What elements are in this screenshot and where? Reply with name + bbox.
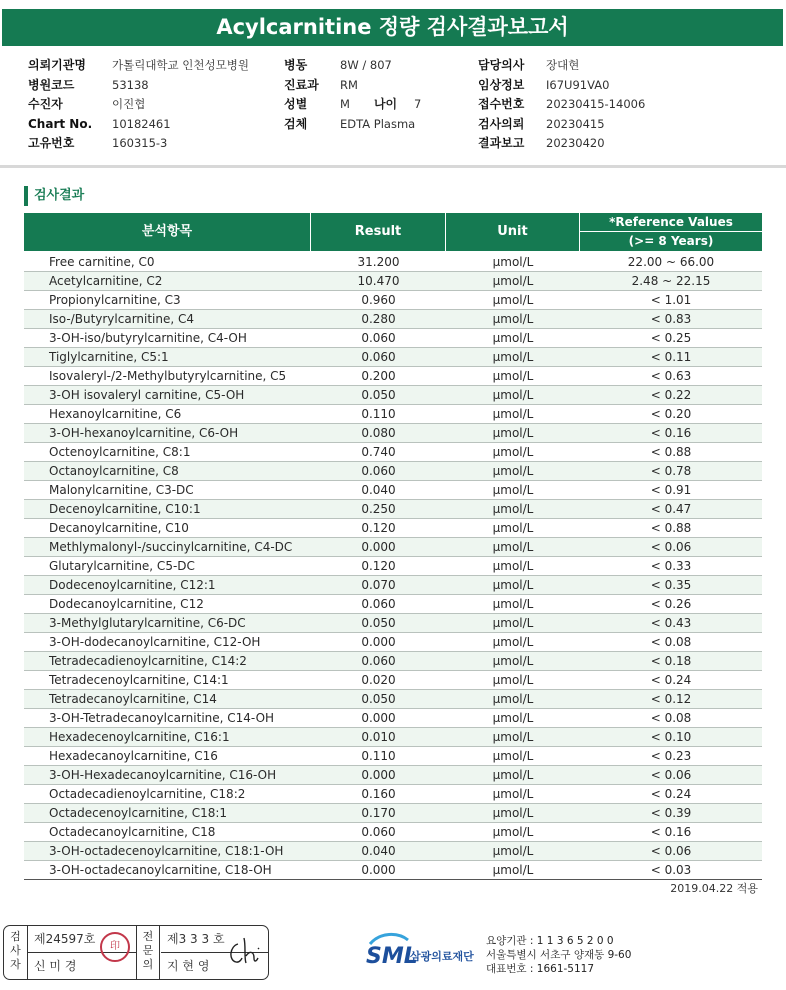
info-row	[284, 76, 421, 96]
unit-value: μmol/L	[492, 426, 534, 440]
reference-value: < 0.88	[650, 521, 692, 535]
age-value: 7	[413, 97, 422, 111]
reference-value: < 0.12	[650, 692, 692, 706]
unit-value: μmol/L	[492, 407, 534, 421]
signature-box	[3, 925, 269, 980]
info-value: 이진협	[112, 97, 146, 111]
result-value: 0.120	[361, 559, 396, 573]
table-row	[24, 576, 762, 595]
patient-info-col2	[284, 56, 421, 134]
table-row	[24, 329, 762, 348]
result-value: 0.060	[361, 350, 396, 364]
analyte-name: Free carnitine, C0	[49, 255, 155, 269]
table-row	[24, 310, 762, 329]
result-value: 0.050	[361, 388, 396, 402]
result-value: 0.060	[361, 331, 396, 345]
result-value: 0.050	[361, 616, 396, 630]
patient-info-col1	[28, 56, 249, 154]
analyte-name: Tiglylcarnitine, C5:1	[49, 350, 169, 364]
reference-value: < 0.20	[650, 407, 692, 421]
header-ref-title: *Reference Values	[580, 213, 762, 232]
analyte-name: Octadecenoylcarnitine, C18:1	[49, 806, 228, 820]
analyte-name: Methlymalonyl-/succinylcarnitine, C4-DC	[49, 540, 293, 554]
info-label: 결과보고	[478, 136, 525, 150]
reference-value: < 0.43	[650, 616, 692, 630]
age-label: 나이	[373, 97, 398, 111]
info-row	[28, 134, 249, 154]
table-row	[24, 367, 762, 386]
header-unit: Unit	[446, 213, 580, 251]
unit-value: μmol/L	[492, 274, 534, 288]
table-row	[24, 253, 762, 272]
result-value: 0.080	[361, 426, 396, 440]
reference-value: < 0.35	[650, 578, 692, 592]
reference-value: < 1.01	[650, 293, 692, 307]
info-row	[28, 95, 249, 115]
info-row	[28, 76, 249, 96]
info-label: 접수번호	[478, 97, 525, 111]
analyte-name: 3-OH-Tetradecanoylcarnitine, C14-OH	[49, 711, 275, 725]
analyte-name: Tetradecadienoylcarnitine, C14:2	[49, 654, 247, 668]
unit-value: μmol/L	[492, 749, 534, 763]
applied-date-note: 2019.04.22 적용	[670, 882, 758, 895]
examiner-license: 제24597호	[34, 932, 96, 946]
info-label: 병동	[284, 58, 308, 72]
reference-value: < 0.91	[650, 483, 692, 497]
unit-value: μmol/L	[492, 293, 534, 307]
result-value: 0.160	[361, 787, 396, 801]
analyte-name: Decanoylcarnitine, C10	[49, 521, 189, 535]
info-value: 가톨릭대학교 인천성모병원	[112, 58, 249, 72]
unit-value: μmol/L	[492, 502, 534, 516]
reference-value: < 0.26	[650, 597, 692, 611]
table-row	[24, 424, 762, 443]
info-label: 수진자	[28, 97, 63, 111]
reference-value: < 0.24	[650, 787, 692, 801]
unit-value: μmol/L	[492, 521, 534, 535]
info-label: 성별	[284, 97, 308, 111]
patient-info-col3	[478, 56, 645, 154]
org-line: 서울특별시 서초구 양재동 9-60	[486, 949, 632, 961]
org-line: 요양기관 : 1 1 3 6 5 2 0 0	[486, 935, 614, 947]
reference-value: < 0.03	[650, 863, 692, 877]
unit-value: μmol/L	[492, 768, 534, 782]
result-value: 0.000	[361, 863, 396, 877]
analyte-name: Tetradecenoylcarnitine, C14:1	[49, 673, 229, 687]
analyte-name: Iso-/Butyrylcarnitine, C4	[49, 312, 195, 326]
info-label: 의뢰기관명	[28, 58, 86, 72]
report-title: Acylcarnitine 정량 검사결과보고서	[2, 9, 783, 46]
logo-text: SML	[366, 944, 418, 969]
reference-value: < 0.39	[650, 806, 692, 820]
result-value: 0.050	[361, 692, 396, 706]
unit-value: μmol/L	[492, 692, 534, 706]
analyte-name: Malonylcarnitine, C3-DC	[49, 483, 194, 497]
info-value: M	[340, 97, 350, 111]
org-info	[486, 934, 631, 976]
header-reference	[580, 213, 762, 251]
result-value: 0.020	[361, 673, 396, 687]
info-value: 20230415-14006	[546, 97, 646, 111]
reference-value: 22.00 ~ 66.00	[627, 255, 715, 269]
reference-value: < 0.78	[650, 464, 692, 478]
info-value: 10182461	[112, 116, 171, 131]
result-value: 0.010	[361, 730, 396, 744]
org-line: 대표번호 : 1661-5117	[486, 963, 595, 975]
unit-value: μmol/L	[492, 312, 534, 326]
reference-value: < 0.06	[650, 844, 692, 858]
unit-value: μmol/L	[492, 445, 534, 459]
result-value: 0.000	[361, 635, 396, 649]
info-row	[284, 95, 421, 115]
examiner-seal: 印	[100, 932, 130, 962]
info-label: 담당의사	[478, 58, 525, 72]
reference-value: < 0.08	[650, 635, 692, 649]
result-value: 0.120	[361, 521, 396, 535]
info-value: RM	[340, 77, 358, 92]
verifier-label: 전 문 의	[136, 926, 160, 979]
unit-value: μmol/L	[492, 464, 534, 478]
result-value: 0.110	[361, 407, 396, 421]
table-header	[24, 213, 762, 251]
table-row	[24, 462, 762, 481]
info-value: EDTA Plasma	[340, 116, 416, 131]
info-value: I67U91VA0	[546, 77, 610, 92]
analyte-name: Hexadecenoylcarnitine, C16:1	[49, 730, 230, 744]
analyte-name: Dodecenoylcarnitine, C12:1	[49, 578, 216, 592]
examiner-name: 신 미 경	[34, 959, 77, 973]
table-row	[24, 785, 762, 804]
unit-value: μmol/L	[492, 787, 534, 801]
unit-value: μmol/L	[492, 825, 534, 839]
reference-value: < 0.11	[650, 350, 692, 364]
unit-value: μmol/L	[492, 540, 534, 554]
info-value: 20230415	[546, 116, 605, 131]
table-row	[24, 481, 762, 500]
result-value: 0.060	[361, 464, 396, 478]
analyte-name: 3-OH-octadecenoylcarnitine, C18:1-OH	[49, 844, 284, 858]
reference-value: < 0.25	[650, 331, 692, 345]
info-row	[478, 95, 645, 115]
info-label: 검체	[284, 116, 308, 131]
unit-value: μmol/L	[492, 255, 534, 269]
info-row	[28, 56, 249, 76]
result-value: 0.170	[361, 806, 396, 820]
unit-value: μmol/L	[492, 369, 534, 383]
result-value: 0.060	[361, 825, 396, 839]
unit-value: μmol/L	[492, 331, 534, 345]
table-row	[24, 348, 762, 367]
table-row	[24, 823, 762, 842]
analyte-name: Hexanoylcarnitine, C6	[49, 407, 182, 421]
analyte-name: 3-OH-octadecanoylcarnitine, C18-OH	[49, 863, 272, 877]
info-label: 검사의뢰	[478, 116, 525, 131]
table-row	[24, 405, 762, 424]
unit-value: μmol/L	[492, 635, 534, 649]
table-row	[24, 557, 762, 576]
table-row	[24, 728, 762, 747]
info-value: 8W / 807	[340, 58, 392, 72]
table-row	[24, 595, 762, 614]
section-title: 검사결과	[24, 186, 84, 206]
unit-value: μmol/L	[492, 350, 534, 364]
unit-value: μmol/L	[492, 711, 534, 725]
info-value: 장대현	[546, 58, 580, 72]
info-row	[284, 56, 421, 76]
results-table-body	[24, 253, 762, 880]
reference-value: < 0.24	[650, 673, 692, 687]
table-row	[24, 861, 762, 880]
table-row	[24, 519, 762, 538]
table-row	[24, 633, 762, 652]
result-value: 0.110	[361, 749, 396, 763]
analyte-name: Isovaleryl-/2-Methylbutyrylcarnitine, C5	[49, 369, 287, 383]
unit-value: μmol/L	[492, 730, 534, 744]
table-row	[24, 272, 762, 291]
info-row	[28, 115, 249, 135]
info-label: 고유번호	[28, 136, 75, 150]
analyte-name: Dodecanoylcarnitine, C12	[49, 597, 204, 611]
reference-value: < 0.63	[650, 369, 692, 383]
table-row	[24, 386, 762, 405]
analyte-name: Tetradecanoylcarnitine, C14	[49, 692, 217, 706]
result-value: 0.250	[361, 502, 396, 516]
unit-value: μmol/L	[492, 844, 534, 858]
reference-value: 2.48 ~ 22.15	[631, 274, 711, 288]
reference-value: < 0.06	[650, 768, 692, 782]
info-value: 160315-3	[112, 136, 168, 150]
info-row	[478, 76, 645, 96]
reference-value: < 0.47	[650, 502, 692, 516]
unit-value: μmol/L	[492, 863, 534, 877]
unit-value: μmol/L	[492, 616, 534, 630]
result-value: 0.060	[361, 597, 396, 611]
info-row	[478, 134, 645, 154]
info-label: 진료과	[284, 77, 319, 92]
unit-value: μmol/L	[492, 483, 534, 497]
result-value: 0.060	[361, 654, 396, 668]
unit-value: μmol/L	[492, 597, 534, 611]
analyte-name: Octadecadienoylcarnitine, C18:2	[49, 787, 246, 801]
reference-value: < 0.88	[650, 445, 692, 459]
info-label: 병원코드	[28, 77, 75, 92]
unit-value: μmol/L	[492, 578, 534, 592]
unit-value: μmol/L	[492, 654, 534, 668]
analyte-name: 3-OH isovaleryl carnitine, C5-OH	[49, 388, 245, 402]
table-row	[24, 500, 762, 519]
unit-value: μmol/L	[492, 806, 534, 820]
analyte-name: 3-Methylglutarylcarnitine, C6-DC	[49, 616, 246, 630]
table-end-line	[24, 879, 762, 880]
result-value: 10.470	[357, 274, 400, 288]
result-value: 0.040	[361, 844, 396, 858]
info-value: 53138	[112, 77, 149, 92]
result-value: 0.960	[361, 293, 396, 307]
result-value: 0.280	[361, 312, 396, 326]
table-row	[24, 614, 762, 633]
result-value: 0.000	[361, 768, 396, 782]
table-row	[24, 747, 762, 766]
reference-value: < 0.23	[650, 749, 692, 763]
analyte-name: 3-OH-dodecanoylcarnitine, C12-OH	[49, 635, 261, 649]
result-value: 0.070	[361, 578, 396, 592]
unit-value: μmol/L	[492, 388, 534, 402]
result-value: 0.000	[361, 540, 396, 554]
result-value: 0.200	[361, 369, 396, 383]
analyte-name: Glutarylcarnitine, C5-DC	[49, 559, 195, 573]
table-row	[24, 652, 762, 671]
table-row	[24, 766, 762, 785]
reference-value: < 0.18	[650, 654, 692, 668]
analyte-name: Acetylcarnitine, C2	[49, 274, 163, 288]
table-row	[24, 690, 762, 709]
info-label: Chart No.	[28, 116, 93, 131]
table-row	[24, 443, 762, 462]
table-row	[24, 538, 762, 557]
header-item: 분석항목	[24, 213, 311, 251]
table-row	[24, 804, 762, 823]
reference-value: < 0.33	[650, 559, 692, 573]
table-row	[24, 842, 762, 861]
info-label: 임상정보	[478, 77, 525, 92]
analyte-name: Octanoylcarnitine, C8	[49, 464, 179, 478]
unit-value: μmol/L	[492, 559, 534, 573]
result-value: 0.040	[361, 483, 396, 497]
analyte-name: Decenoylcarnitine, C10:1	[49, 502, 201, 516]
result-value: 0.740	[361, 445, 396, 459]
sml-logo	[366, 932, 486, 976]
analyte-name: Octadecanoylcarnitine, C18	[49, 825, 216, 839]
header-result: Result	[311, 213, 446, 251]
reference-value: < 0.10	[650, 730, 692, 744]
verifier-license: 제3 3 3 호	[167, 932, 225, 946]
divider	[0, 165, 786, 168]
result-value: 31.200	[357, 255, 400, 269]
table-row	[24, 291, 762, 310]
analyte-name: Octenoylcarnitine, C8:1	[49, 445, 191, 459]
examiner-label: 검 사 자	[4, 926, 28, 979]
header-ref-sub: (>= 8 Years)	[628, 234, 714, 248]
result-value: 0.000	[361, 711, 396, 725]
table-row	[24, 709, 762, 728]
analyte-name: 3-OH-iso/butyrylcarnitine, C4-OH	[49, 331, 247, 345]
reference-value: < 0.16	[650, 426, 692, 440]
analyte-name: 3-OH-hexanoylcarnitine, C6-OH	[49, 426, 239, 440]
reference-value: < 0.22	[650, 388, 692, 402]
info-row	[478, 115, 645, 135]
reference-value: < 0.16	[650, 825, 692, 839]
corp-name: 삼광의료재단	[410, 950, 474, 963]
info-value: 20230420	[546, 136, 605, 150]
info-row	[284, 115, 421, 135]
reference-value: < 0.06	[650, 540, 692, 554]
unit-value: μmol/L	[492, 673, 534, 687]
analyte-name: Hexadecanoylcarnitine, C16	[49, 749, 218, 763]
analyte-name: Propionylcarnitine, C3	[49, 293, 181, 307]
info-row	[478, 56, 645, 76]
analyte-name: 3-OH-Hexadecanoylcarnitine, C16-OH	[49, 768, 277, 782]
table-row	[24, 671, 762, 690]
verifier-name: 지 현 영	[167, 959, 210, 973]
reference-value: < 0.08	[650, 711, 692, 725]
signature-icon	[224, 930, 264, 970]
reference-value: < 0.83	[650, 312, 692, 326]
